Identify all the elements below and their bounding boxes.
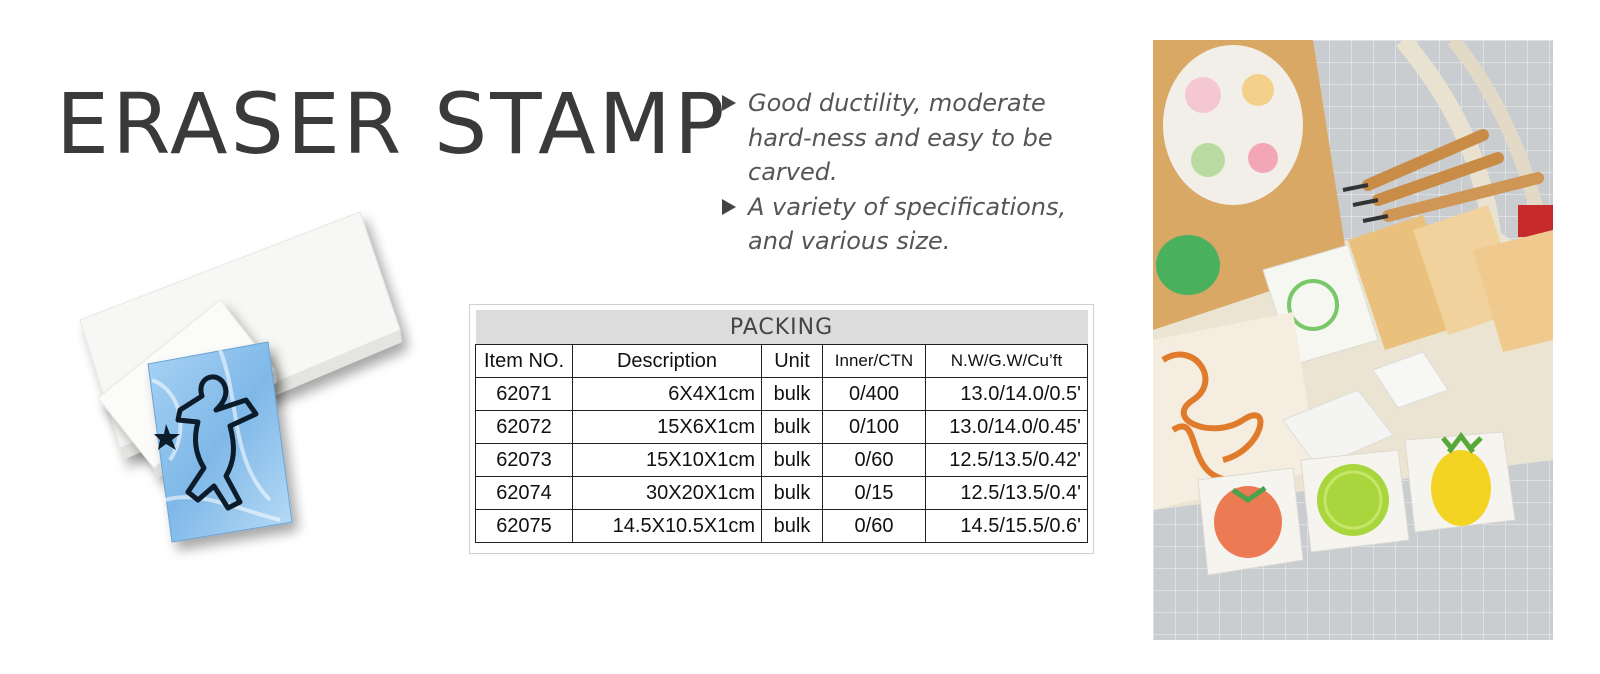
cell-description: 6X4X1cm <box>573 378 762 411</box>
cell-unit: bulk <box>762 510 823 543</box>
cell-inner-ctn: 0/400 <box>823 378 926 411</box>
cell-unit: bulk <box>762 477 823 510</box>
cell-nw-gw-cuft: 13.0/14.0/0.5' <box>926 378 1088 411</box>
cell-nw-gw-cuft: 12.5/13.5/0.4' <box>926 477 1088 510</box>
packing-table <box>475 310 1088 543</box>
cell-item-no: 62071 <box>476 378 573 411</box>
cell-unit: bulk <box>762 411 823 444</box>
cell-inner-ctn: 0/60 <box>823 510 926 543</box>
cell-nw-gw-cuft: 12.5/13.5/0.42' <box>926 444 1088 477</box>
col-nw-gw-cuft: N.W/G.W/Cu’ft <box>926 345 1088 378</box>
cell-item-no: 62073 <box>476 444 573 477</box>
cell-item-no: 62072 <box>476 411 573 444</box>
packing-heading: PACKING <box>476 310 1088 345</box>
feature-text: A variety of specifications, and various size. <box>748 192 1067 255</box>
table-row <box>476 477 1088 510</box>
cell-description: 15X6X1cm <box>573 411 762 444</box>
col-inner-ctn: Inner/CTN <box>823 345 926 378</box>
col-unit: Unit <box>762 345 823 378</box>
triangle-bullet-icon <box>722 95 736 111</box>
col-item-no: Item NO. <box>476 345 573 378</box>
cell-inner-ctn: 0/60 <box>823 444 926 477</box>
column-header-row <box>476 345 1088 378</box>
table-row <box>476 411 1088 444</box>
eraser-stamp-photo <box>70 200 430 560</box>
cell-inner-ctn: 0/15 <box>823 477 926 510</box>
cell-inner-ctn: 0/100 <box>823 411 926 444</box>
col-description: Description <box>573 345 762 378</box>
packing-table-frame <box>469 304 1094 554</box>
feature-list <box>720 86 1100 259</box>
feature-item <box>720 190 1100 259</box>
cell-description: 30X20X1cm <box>573 477 762 510</box>
feature-item <box>720 86 1100 190</box>
page-title: ERASER STAMP <box>56 75 728 173</box>
cell-nw-gw-cuft: 14.5/15.5/0.6' <box>926 510 1088 543</box>
table-row <box>476 444 1088 477</box>
cell-description: 14.5X10.5X1cm <box>573 510 762 543</box>
table-row <box>476 378 1088 411</box>
table-row <box>476 510 1088 543</box>
cell-unit: bulk <box>762 444 823 477</box>
packing-heading-row <box>476 310 1088 345</box>
craft-usage-photo <box>1153 40 1553 640</box>
cell-item-no: 62074 <box>476 477 573 510</box>
cell-unit: bulk <box>762 378 823 411</box>
cell-description: 15X10X1cm <box>573 444 762 477</box>
feature-text: Good ductility, moderate hard-ness and easy to be carved. <box>748 89 1053 186</box>
cell-item-no: 62075 <box>476 510 573 543</box>
triangle-bullet-icon <box>722 199 736 215</box>
cell-nw-gw-cuft: 13.0/14.0/0.45' <box>926 411 1088 444</box>
